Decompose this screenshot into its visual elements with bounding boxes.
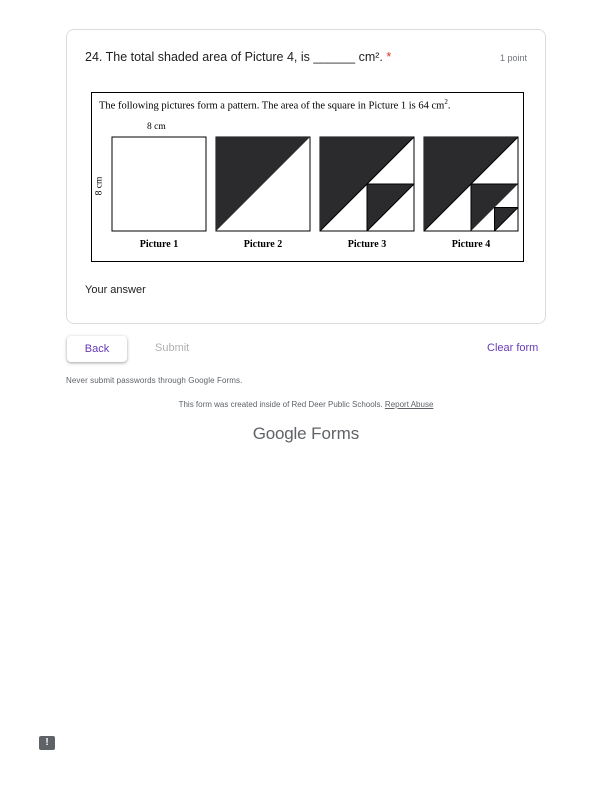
question-card bbox=[66, 29, 546, 324]
picture-4-label: Picture 4 bbox=[451, 239, 491, 250]
submit-button[interactable]: Submit bbox=[155, 342, 190, 354]
clear-form-button[interactable]: Clear form bbox=[487, 342, 539, 354]
picture-3-drawing bbox=[320, 137, 414, 231]
picture-2-label: Picture 2 bbox=[243, 239, 283, 250]
dimension-side-label: 8 cm bbox=[94, 176, 105, 196]
figure-caption: The following pictures form a pattern. The area of the square in Picture 1 is 64 $cm^2$. bbox=[99, 98, 451, 112]
picture-3-label: Picture 3 bbox=[347, 239, 387, 250]
picture-1-label: Picture 1 bbox=[139, 239, 179, 250]
question-points: 1 point bbox=[499, 53, 527, 63]
created-text: This form was created inside of Red Deer Public Schools. bbox=[178, 400, 383, 409]
question-title bbox=[85, 50, 391, 64]
feedback-icon[interactable]: ! bbox=[39, 736, 55, 750]
logo-forms-text: Forms bbox=[311, 424, 360, 443]
question-text: 24. The total shaded area of Picture 4, is ______ cm². bbox=[85, 50, 383, 64]
dimension-top-label: 8 cm bbox=[147, 122, 166, 132]
google-forms-logo[interactable] bbox=[0, 424, 612, 444]
picture-2-drawing bbox=[216, 137, 310, 231]
logo-google-text: Google bbox=[252, 424, 307, 443]
picture-4-drawing bbox=[424, 137, 518, 231]
required-asterisk: * bbox=[386, 50, 392, 64]
answer-input[interactable]: Your answer bbox=[85, 284, 146, 296]
password-warning: Never submit passwords through Google Forms. bbox=[66, 376, 243, 385]
pattern-figure bbox=[91, 92, 524, 262]
pattern-drawing bbox=[92, 93, 525, 263]
created-notice bbox=[0, 400, 612, 409]
picture-1-square bbox=[112, 137, 206, 231]
report-abuse-link[interactable]: Report Abuse bbox=[384, 400, 434, 409]
back-button[interactable]: Back bbox=[67, 336, 127, 362]
